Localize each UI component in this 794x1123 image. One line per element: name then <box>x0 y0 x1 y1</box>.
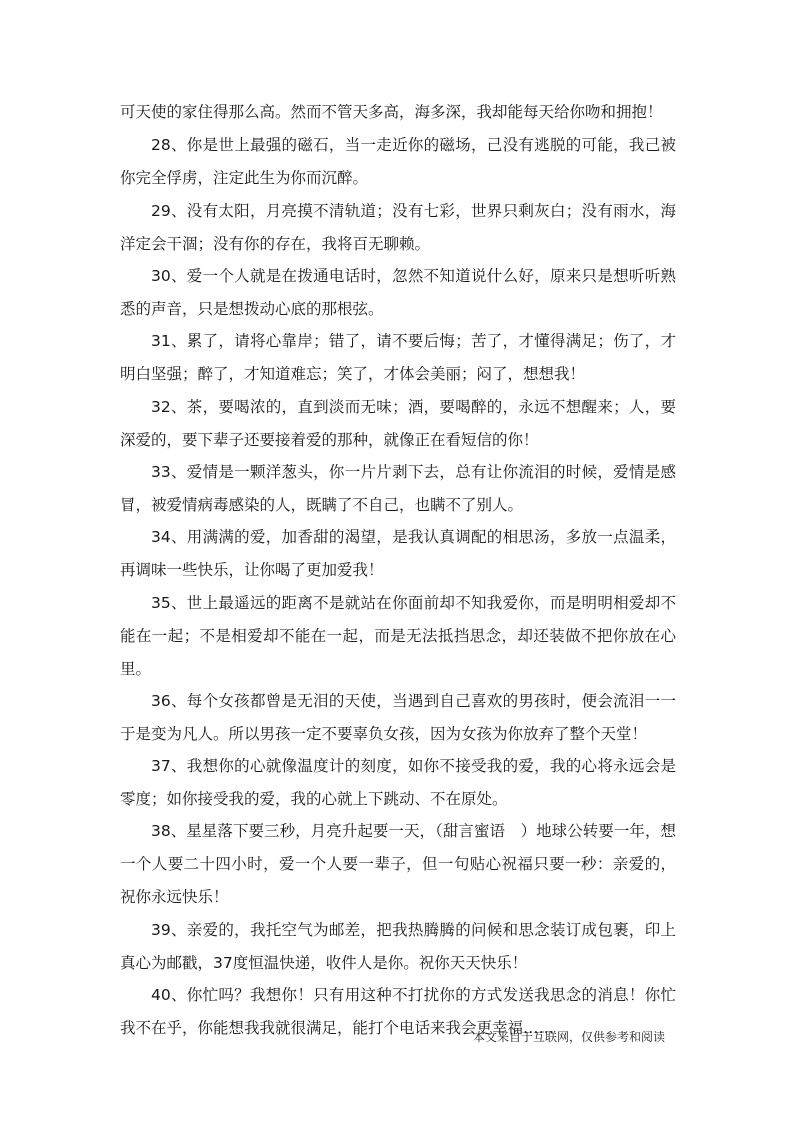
paragraph-32: 32、茶，要喝浓的，直到淡而无味；酒，要喝醉的，永远不想醒来；人，要深爱的，要下辈子还要接着爱的那种，就像正在看短信的你！ <box>120 398 676 449</box>
paragraph-37: 37、我想你的心就像温度计的刻度，如你不接受我的爱，我的心将永远会是零度；如你接受我的爱，我的心就上下跳动、不在原处。 <box>120 757 676 808</box>
paragraph-33: 33、爱情是一颗洋葱头，你一片片剥下去，总有让你流泪的时候，爱情是感冒，被爱情病毒感染的人，既瞒了不自己，也瞒不了别人。 <box>120 463 676 514</box>
paragraph-35: 35、世上最遥远的距离不是就站在你面前却不知我爱你，而是明明相爱却不能在一起；不是相爱却不能在一起，而是无法抵挡思念，却还装做不把你放在心里。 <box>120 594 676 678</box>
paragraph-34: 34、用满满的爱，加香甜的渴望，是我认真调配的相思汤，多放一点温柔，再调味一些快乐，让你喝了更加爱我！ <box>120 528 676 579</box>
source-footnote: 本文来自于互联网，仅供参考和阅读 <box>473 1030 666 1044</box>
paragraph-38: 38、星星落下要三秒，月亮升起要一天，（甜言蜜语 ）地球公转要一年，想一个人要二十四小时，爱一个人要一辈子，但一句贴心祝福只要一秒：亲爱的，祝你永远快乐！ <box>120 822 676 906</box>
paragraph-28: 28、你是世上最强的磁石，当一走近你的磁场，己没有逃脱的可能，我己被你完全俘虏，注定此生为你而沉醉。 <box>120 136 676 187</box>
paragraph-31: 31、累了，请将心靠岸；错了，请不要后悔；苦了，才懂得满足；伤了，才明白坚强；醉了，才知道难忘；笑了，才体会美丽；闷了，想想我！ <box>120 332 676 383</box>
paragraph-39: 39、亲爱的，我托空气为邮差，把我热腾腾的问候和思念装订成包裹，印上真心为邮戳，37度恒温快递，收件人是你。祝你天天快乐！ <box>120 921 676 972</box>
paragraph-29: 29、没有太阳，月亮摸不清轨道；没有七彩，世界只剩灰白；没有雨水，海洋定会干涸；没有你的存在，我将百无聊赖。 <box>120 202 676 253</box>
paragraph-40: 40、你忙吗？我想你！只有用这种不打扰你的方式发送我思念的消息！你忙我不在乎，你能想我我就很满足，能打个电话来我会更幸福…… <box>120 986 676 1037</box>
paragraph-36: 36、每个女孩都曾是无泪的天使，当遇到自己喜欢的男孩时，便会流泪一一于是变为凡人。所以男孩一定不要辜负女孩，因为女孩为你放弃了整个天堂！ <box>120 692 676 743</box>
paragraph-30: 30、爱一个人就是在拨通电话时，忽然不知道说什么好，原来只是想听听熟悉的声音，只是想拨动心底的那根弦。 <box>120 267 676 318</box>
paragraph-continuation: 可天使的家住得那么高。然而不管天多高，海多深，我却能每天给你吻和拥抱！ <box>120 103 663 121</box>
